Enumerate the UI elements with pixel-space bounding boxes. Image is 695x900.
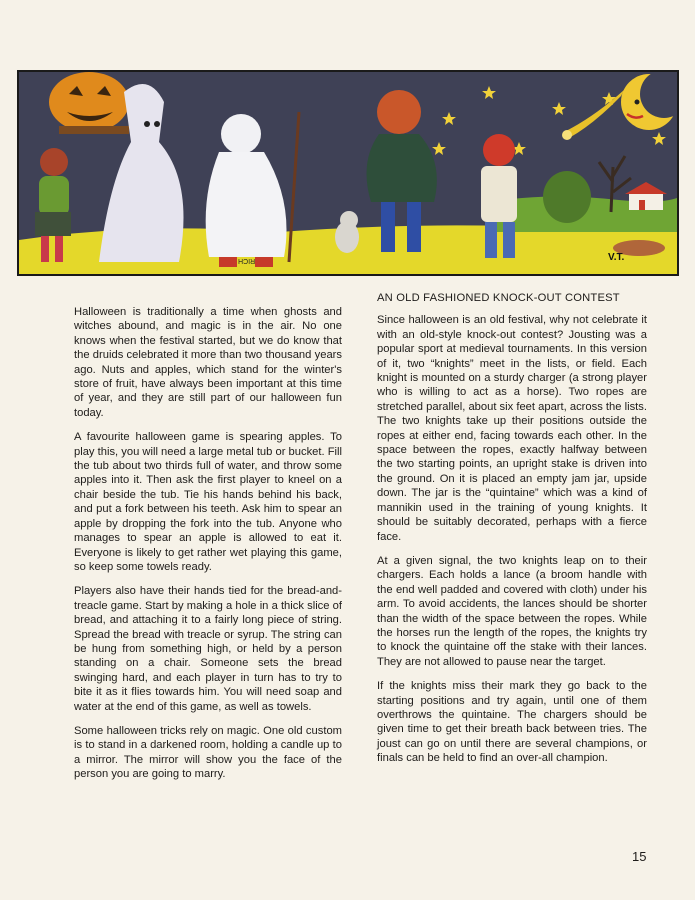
paragraph: Players also have their hands tied for the bread-and-treacle game. Start by making a hole in a thick slice of bread, and attaching it to a fairly long piece of string. Spread the bread with treacle or syrup. The string can be hung from something high, or held by a person standing on a chair. Someone sets the bread swinging hard, and each player in turn has to try to bite it as it flies towards him. You will need soap and water at the end of this game, as well as towels. xyxy=(74,585,342,713)
illustrator-signature-right: V.T. xyxy=(608,252,625,263)
section-heading: AN OLD FASHIONED KNOCK-OUT CONTEST xyxy=(377,292,620,304)
paragraph: Halloween is traditionally a time when ghosts and witches abound, and magic is in the air. No one knows when the festival started, but we do know that the druids celebrated it more than two thousand years ago. Nuts and apples, which stand for the winter's store of fruit, have always been important at this time of year, and they are still part of our halloween fun today. xyxy=(74,306,342,419)
paragraph: At a given signal, the two knights leap on to their chargers. Each holds a lance (a broom handle with the end well padded and covered with cloth) under his arm. To avoid accidents, the lances should be shorter than the width of the space between the ropes. While the horses run the length of the ropes, the knights try to knock the quintaine off the stake with their lances. They are not allowed to pause near the target. xyxy=(377,554,647,668)
paragraph: If the knights miss their mark they go back to the starting positions and try again, until one of them overthrows the quintaine. The chargers should be given time to get their breath back between tries. The joust can go on until there are several champions, or finals can be held to find an over-all champion. xyxy=(377,680,647,765)
paragraph: A favourite halloween game is spearing apples. To play this, you will need a large metal tub or bucket. Fill the tub about two thirds full of water, and throw some apples into it. Then ask the first player to kneel on a chair beside the tub. Tie his hands behind his back, and put a fork between his teeth. Ask him to spear an apple by dropping the fork into the tub. Anyone who manages to spear an apple is allowed to eat it. Everyone is likely to get rather wet playing this game, so keep some towels ready. xyxy=(74,431,343,573)
page-number: 15 xyxy=(632,849,647,864)
illustrator-signature-left: RICH xyxy=(238,257,256,264)
halloween-illustration xyxy=(17,70,679,276)
left-text-column xyxy=(74,305,342,792)
bush xyxy=(543,171,591,223)
right-text-column xyxy=(377,291,647,776)
paragraph: Since halloween is an old festival, why not celebrate it with an old-style knock-out contest? Jousting was a popular sport at medieval tournaments. In this version of it, two “knights” meet in the lists, or field. Each knight is mounted on a sturdy charger (a strong player who is willing to act as a horse). Two ropes are stretched parallel, about six feet apart, across the lists. The two knights take up their positions outside the ropes at either end, facing towards each other. In the space between the ropes, exactly halfway between the two starting points, an upright stake is driven into the ground. On it is placed an empty jam jar, upside down. The jar is the “quintaine” which was a kind of mannikin used in the training of young knights. It should be suitably decorated, perhaps with a fierce face. xyxy=(377,314,647,543)
paragraph: Some halloween tricks rely on magic. One old custom is to stand in a darkened room, holding a candle up to a mirror. The mirror will show you the face of the person you are going to marry. xyxy=(74,724,342,781)
